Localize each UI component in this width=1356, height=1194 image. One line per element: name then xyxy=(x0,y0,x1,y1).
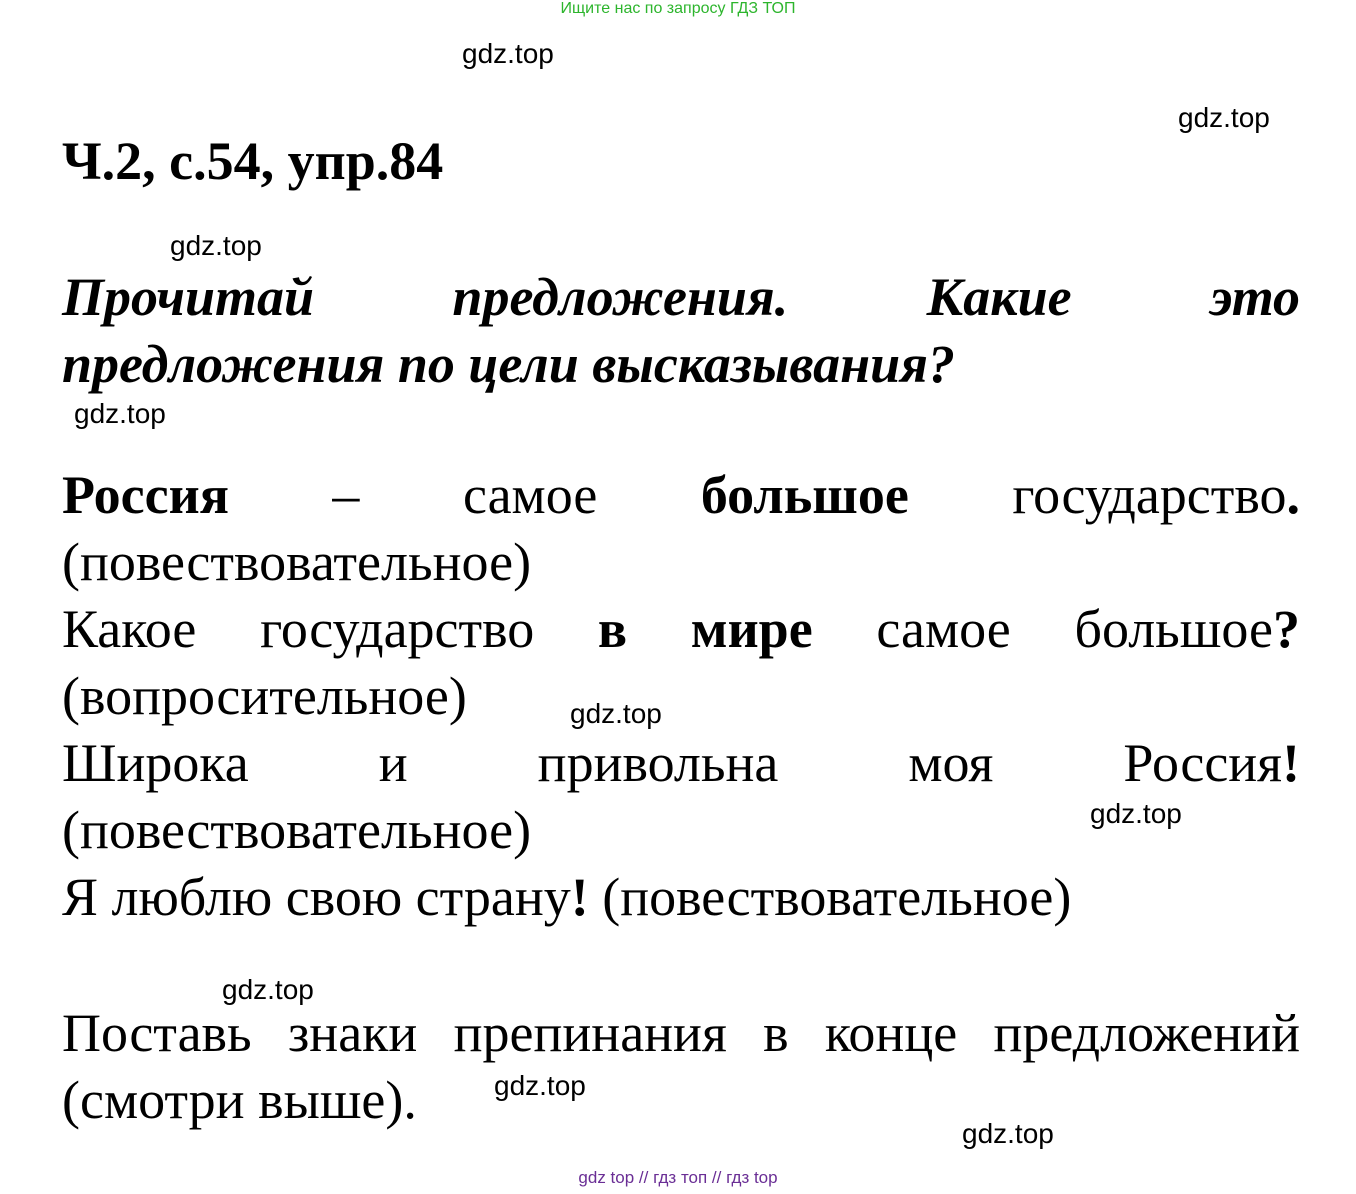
instruction-line-1: Поставь знаки препинания в конце предложений xyxy=(62,1003,1300,1063)
task-word: предложения. xyxy=(452,267,789,327)
task-word: Какие xyxy=(926,267,1072,327)
sentence-word: моя xyxy=(908,733,994,793)
watermark: gdz.top xyxy=(962,1118,1054,1149)
instruction-line-2: (смотри выше). xyxy=(62,1070,417,1130)
task-line-2: предложения по цели высказывания? xyxy=(62,334,955,394)
sentence-word: государство xyxy=(260,599,535,659)
sentence-4-line-1 xyxy=(62,864,1300,931)
sentence-3-line-1 xyxy=(62,730,1300,797)
sentence-punct: ! xyxy=(570,867,589,927)
watermark: gdz.top xyxy=(494,1070,586,1101)
sentence-1-type: (повествовательное) xyxy=(62,532,532,592)
sentence-1-line-1 xyxy=(62,462,1300,529)
sentence-word: Широка xyxy=(62,733,249,793)
footer-links[interactable]: gdz top // гдз топ // гдз top xyxy=(578,1168,778,1187)
sentence-punct: ! xyxy=(1282,733,1301,793)
watermark: gdz.top xyxy=(1178,102,1270,133)
task-word: Прочитай xyxy=(62,267,315,327)
task-word: это xyxy=(1210,267,1301,327)
sentence-word: и xyxy=(378,733,408,793)
sentence-word: Россия xyxy=(1123,733,1283,793)
page-title: Ч.2, с.54, упр.84 xyxy=(62,131,444,191)
sentence-word: – xyxy=(332,465,360,525)
sentence-2-line-1 xyxy=(62,596,1300,663)
watermark: gdz.top xyxy=(74,398,166,429)
sentence-punct: . xyxy=(1286,465,1300,525)
sentence-punct: ? xyxy=(1273,599,1301,659)
sentence-text: Я люблю свою страну xyxy=(62,867,571,927)
sentence-3-type: (повествовательное) xyxy=(62,800,532,860)
task-line-1 xyxy=(62,264,1300,331)
sentence-word: государство xyxy=(1012,465,1287,525)
top-banner[interactable]: Ищите нас по запросу ГДЗ ТОП xyxy=(560,0,796,17)
sentence-2-type: (вопросительное) xyxy=(62,666,467,726)
sentence-word: большое xyxy=(700,465,909,525)
task-text xyxy=(62,264,1300,398)
watermark: gdz.top xyxy=(222,974,314,1005)
sentence-word: привольна xyxy=(537,733,779,793)
watermark: gdz.top xyxy=(462,38,554,69)
watermark: gdz.top xyxy=(170,230,262,261)
sentence-word: Россия xyxy=(62,465,229,525)
watermark: gdz.top xyxy=(570,698,662,729)
watermark: gdz.top xyxy=(1090,798,1182,829)
sentence-word: самое xyxy=(876,599,1011,659)
instruction-block xyxy=(62,1000,1300,1134)
sentence-word: самое xyxy=(462,465,598,525)
sentence-4-type: (повествовательное) xyxy=(588,867,1072,927)
sentence-word: Какое xyxy=(62,599,197,659)
sentence-word: мире xyxy=(690,599,813,659)
sentence-word: в xyxy=(597,599,628,659)
sentence-word: большое xyxy=(1074,599,1274,659)
sentences-block xyxy=(62,462,1300,931)
